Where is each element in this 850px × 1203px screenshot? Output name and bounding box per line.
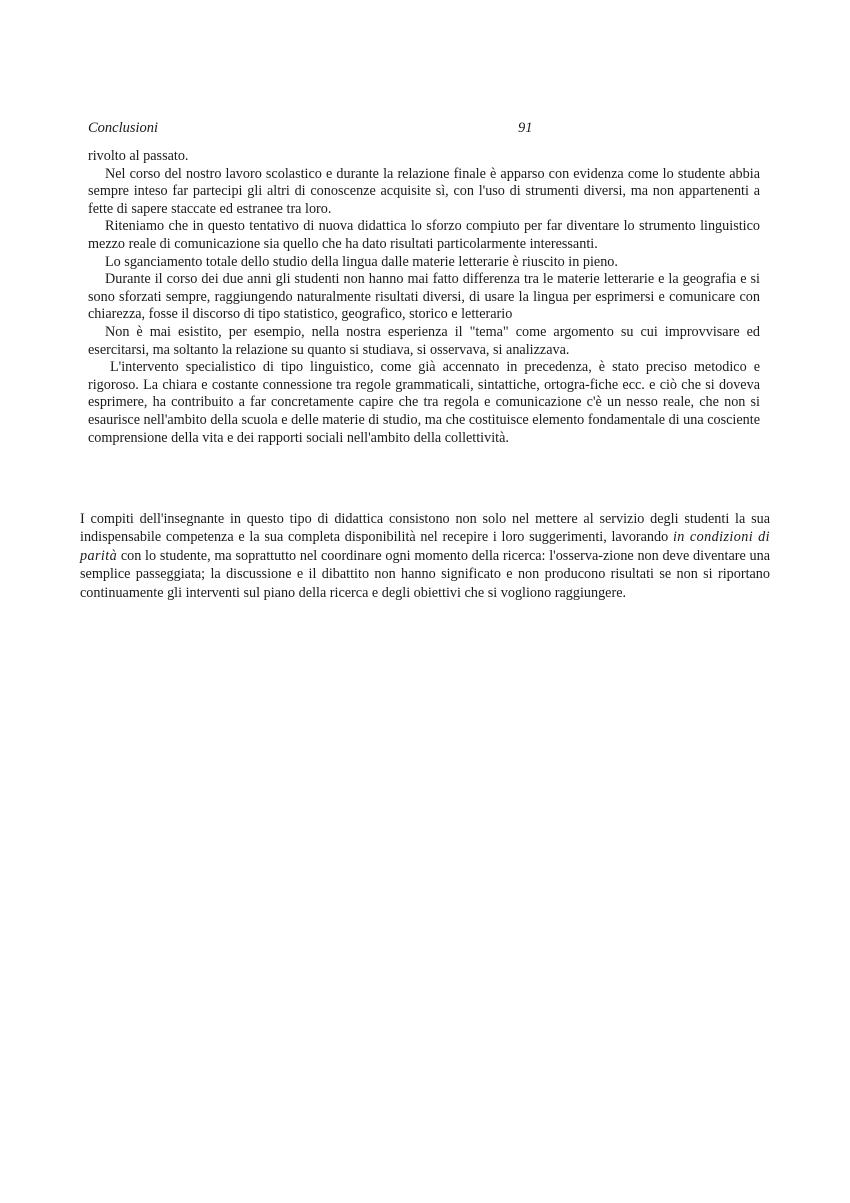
paragraph: Riteniamo che in questo tentativo di nuova didattica lo sforzo compiuto per far diventare lo strumento linguistico mezzo reale di comunicazione sia quello che ha dato risultati particolarmente interessanti. [88, 218, 760, 252]
paragraph: Non è mai esistito, per esempio, nella nostra esperienza il "tema" come argomento su cui improvvisare ed esercitarsi, ma soltanto la relazione su quanto si studiava, si osservava, si analizzava. [88, 323, 760, 358]
page-header [88, 120, 760, 140]
closing-paragraph [80, 510, 770, 602]
closing-text-part1: I compiti dell'insegnante in questo tipo di didattica consistono non solo nel mettere al servizio degli studenti la sua indispensabile competenza e la sua completa disponibilità nel recepire i loro suggerimenti, lavorando [80, 511, 770, 546]
running-head-section: Conclusioni [88, 120, 159, 136]
paragraph: L'intervento specialistico di tipo linguistico, come già accennato in precedenza, è stato preciso metodico e rigoroso. La chiara e costante connessione tra regole grammaticali, sintattiche, ortogra-fiche ecc. e ciò che si doveva esprimere, ha contribuito a far concretamente capire che tra regola e comunicazione c'è un nesso reale, che non si esaurisce nell'ambito della scuola e delle materie di studio, ma che costituisce elemento fondamentale di una cosciente comprensione della vita e dei rapporti sociali nell'ambito della collettività. [88, 359, 760, 446]
paragraph: Lo sganciamento totale dello studio della lingua dalle materie letterarie è riuscito in pieno. [105, 253, 618, 270]
closing-text-part2: con lo studente, ma soprattutto nel coordinare ogni momento della ricerca: l'osserva-zione non deve diventare una semplice passeggiata; la discussione e il dibattito non hanno significato e non producono risultati se non si riportano continuamente gli interventi sul piano della ricerca e degli obiettivi che si vogliono raggiungere. [80, 547, 770, 601]
closing-emphasis: in condizioni di parità [80, 529, 770, 564]
paragraph-continuation: rivolto al passato. [88, 148, 189, 164]
body-text [88, 148, 760, 447]
paragraph: Nel corso del nostro lavoro scolastico e durante la relazione finale è apparso con evidenza come lo studente abbia sempre inteso far partecipi gli altri di conoscenze acquisite sì, con l'uso di strumenti diversi, ma non appartenenti a fette di sapere staccate ed estranee tra loro. [88, 165, 760, 217]
paragraph: Durante il corso dei due anni gli studenti non hanno mai fatto differenza tra le materie letterarie e la geografia e si sono sforzati sempre, raggiungendo naturalmente risultati diversi, di usare la lingua per esprimersi e comunicare con chiarezza, fosse il discorso di tipo statistico, geografico, storico e letterario [88, 271, 760, 323]
page-number: 91 [518, 120, 533, 136]
